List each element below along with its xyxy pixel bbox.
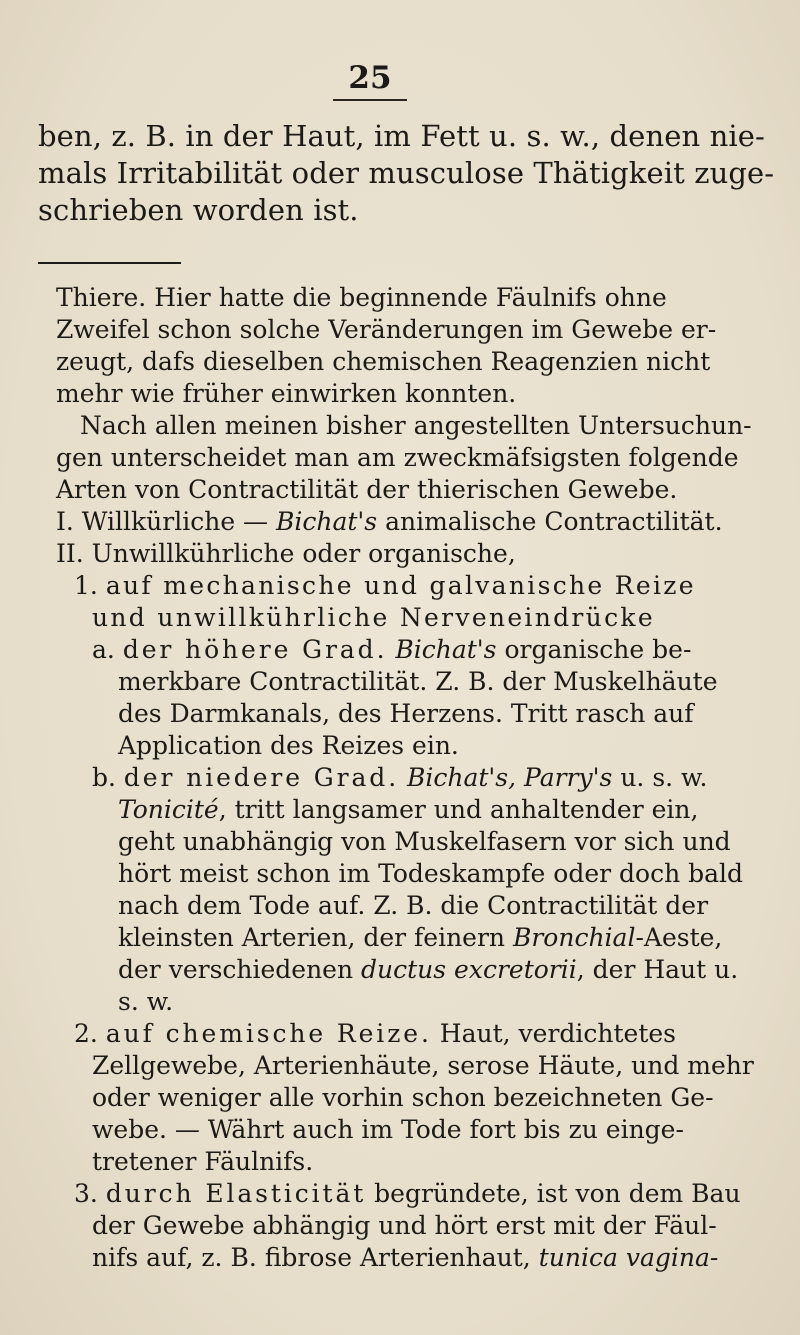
text-line: gen unterscheidet man am zweckmäfsigsten folgende [56, 443, 739, 472]
text-line: merkbare Contractilität. Z. B. der Muskelhäute [118, 667, 718, 696]
italic-term: Tonicité [118, 795, 219, 824]
text-line: Zellgewebe, Arterienhäute, serose Häute, und mehr [92, 1051, 754, 1080]
sub-item-2 [74, 1019, 676, 1049]
sub-item-b [92, 763, 707, 793]
list-item-II: II. Unwillkührliche oder organische, [56, 539, 516, 568]
spaced-heading: der niedere Grad. [123, 763, 400, 792]
text-line [92, 1243, 718, 1273]
text-span: der verschiedenen [118, 955, 362, 984]
page-number-underline [333, 99, 407, 101]
spaced-heading: durch Elasticität [105, 1179, 367, 1208]
text-span: Haut, verdichtetes [431, 1019, 677, 1048]
italic-term: tunica vagina- [538, 1243, 719, 1272]
item-text: Willkürliche — [81, 507, 277, 536]
text-line: mals Irritabilität oder musculose Thätigkeit zuge- [38, 156, 775, 190]
text-line: zeugt, dafs dieselben chemischen Reagenzien nicht [56, 347, 711, 376]
text-span: -Aeste, [635, 923, 723, 952]
italic-name: Bichat's [395, 635, 497, 664]
text-line: Zweifel schon solche Veränderungen im Gewebe er- [56, 315, 717, 344]
text-line: ben, z. B. in der Haut, im Fett u. s. w., denen nie- [38, 119, 765, 153]
text-span: , tritt langsamer und anhaltender ein, [218, 795, 699, 824]
text-line: der Gewebe abhängig und hört erst mit der Fäul- [92, 1211, 717, 1240]
text-line [118, 795, 698, 825]
item-number: 1. [74, 571, 98, 600]
text-line: hört meist schon im Todeskampfe oder doch bald [118, 859, 744, 888]
item-number: 2. [74, 1019, 98, 1048]
text-line: tretener Fäulnifs. [92, 1147, 314, 1176]
text-line: webe. — Währt auch im Tode fort bis zu einge- [92, 1115, 684, 1144]
section-divider [38, 262, 181, 264]
sub-item-3 [74, 1179, 741, 1209]
italic-term: ductus excretorii [361, 955, 577, 984]
text-line: Application des Reizes ein. [118, 731, 459, 760]
item-text: animalische Contractilität. [377, 507, 723, 536]
sub-item-1 [74, 571, 696, 601]
text-line: Arten von Contractilität der thierischen Gewebe. [56, 475, 678, 504]
item-label: b. [92, 763, 116, 792]
page-number: 25 [348, 60, 392, 96]
text-line: Nach allen meinen bisher angestellten Untersuchun- [80, 411, 752, 440]
text-line: nach dem Tode auf. Z. B. die Contractilität der [118, 891, 709, 920]
spaced-heading: auf chemische Reize. [105, 1019, 432, 1048]
text-line [118, 923, 722, 953]
text-line: oder weniger alle vorhin schon bezeichneten Ge- [92, 1083, 714, 1112]
text-span: , der Haut u. [576, 955, 739, 984]
italic-name: Bichat's, Parry's [407, 763, 613, 792]
text-line: des Darmkanals, des Herzens. Tritt rasch auf [118, 699, 694, 728]
item-number: 3. [74, 1179, 98, 1208]
text-span: organische be- [496, 635, 692, 664]
text-span: u. s. w. [612, 763, 708, 792]
spaced-heading: der höhere Grad. [122, 635, 388, 664]
spaced-heading: auf mechanische und galvanische Reize [105, 571, 696, 600]
text-line: mehr wie früher einwirken konnten. [56, 379, 517, 408]
spaced-heading: und unwillkührliche Nerveneindrücke [92, 603, 655, 632]
text-span: nifs auf, z. B. fibrose Arterienhaut, [92, 1243, 539, 1272]
text-line: Thiere. Hier hatte die beginnende Fäulnifs ohne [56, 283, 667, 312]
text-line: geht unabhängig von Muskelfasern vor sich und [118, 827, 731, 856]
list-item-I [56, 507, 723, 537]
italic-term: Bronchial [512, 923, 636, 952]
text-line: schrieben worden ist. [38, 193, 359, 227]
italic-name: Bichat's [276, 507, 378, 536]
text-line: s. w. [118, 987, 174, 1016]
text-line [118, 955, 738, 985]
sub-item-a [92, 635, 691, 665]
text-span: kleinsten Arterien, der feinern [118, 923, 513, 952]
item-label: a. [92, 635, 115, 664]
text-span: begründete, ist von dem Bau [366, 1179, 741, 1208]
item-number: I. [56, 507, 74, 536]
